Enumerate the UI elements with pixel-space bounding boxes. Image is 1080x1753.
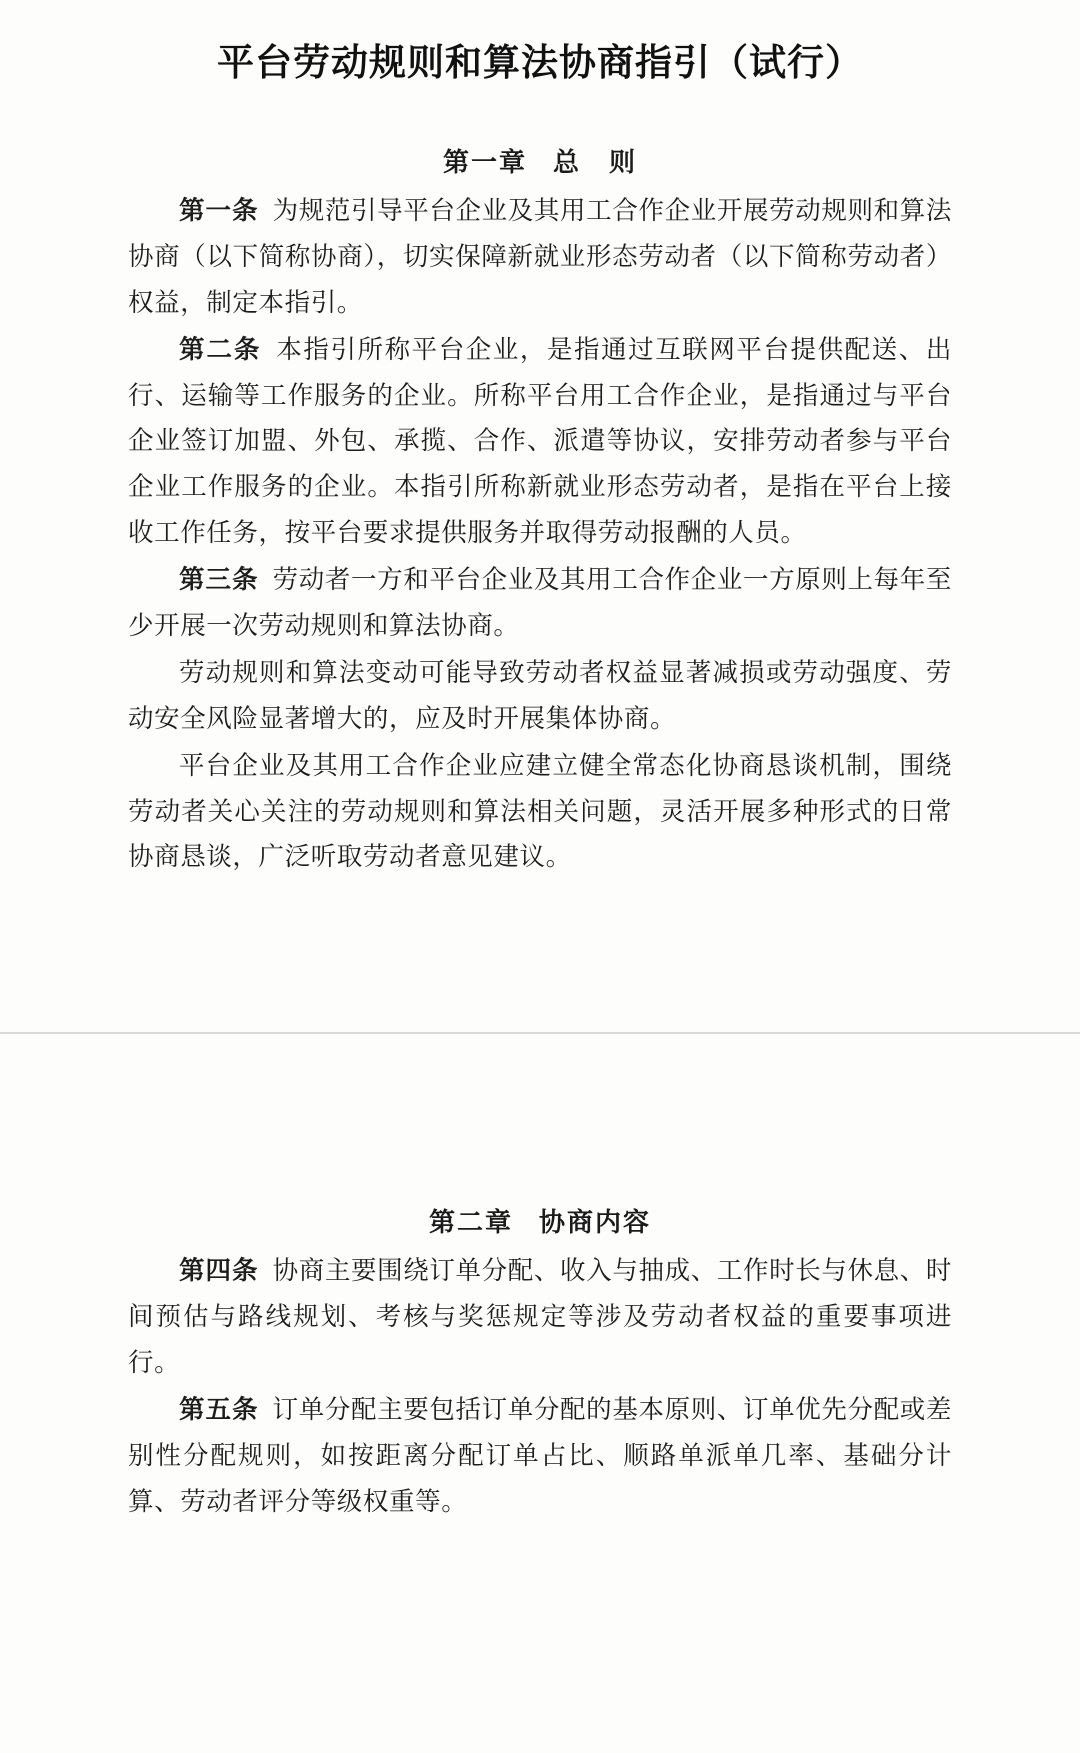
article-label-4: 第四条: [179, 1256, 259, 1287]
chapter-heading-2: [128, 1202, 952, 1239]
article-text-4: 协商主要围绕订单分配、收入与抽成、工作时长与休息、时间预估与路线规划、考核与奖惩规定等涉及劳动者权益的重要事项进行。: [128, 1256, 952, 1379]
article-text-1: 为规范引导平台企业及其用工合作企业开展劳动规则和算法协商（以下简称协商），切实保障新就业形态劳动者（以下简称劳动者）权益，制定本指引。: [128, 196, 952, 318]
article-text-5: 订单分配主要包括订单分配的基本原则、订单优先分配或差别性分配规则，如按距离分配订单占比、顺路单派单几率、基础分计算、劳动者评分等级权重等。: [128, 1395, 952, 1517]
article-label-2: 第二条: [179, 334, 262, 365]
article-label-1: 第一条: [179, 196, 259, 226]
page-title: 平台劳动规则和算法协商指引（试行）: [217, 40, 863, 84]
paragraph-article-3: [128, 558, 952, 650]
page-two-top-margin: [128, 1034, 952, 1146]
article-label-5: 第五条: [179, 1395, 259, 1426]
article-text-3: 劳动者一方和平台企业及其用工合作企业一方原则上每年至少开展一次劳动规则和算法协商。: [128, 565, 952, 642]
chapter-number-2: 第二章: [428, 1208, 513, 1239]
paragraph-article-4: [128, 1249, 952, 1387]
chapter-number-1: 第一章: [442, 148, 527, 178]
paragraph-article-5: [128, 1388, 952, 1526]
paragraph-article-2: [128, 328, 952, 557]
page-one-bottom-space: [128, 882, 952, 1032]
chapter-name-1: 总 则: [553, 148, 638, 178]
article-label-3: 第三条: [179, 565, 259, 596]
page-one-content: [0, 32, 1080, 1032]
chapter-heading-1: [128, 142, 952, 179]
paragraph-article-3-sub-1: 劳动规则和算法变动可能导致劳动者权益显著减损或劳动强度、劳动安全风险显著增大的，应及时开展集体协商。: [128, 657, 952, 734]
paragraph-article-3-sub-2: 平台企业及其用工合作企业应建立健全常态化协商恳谈机制，围绕劳动者关心关注的劳动规则和算法相关问题，灵活开展多种形式的日常协商恳谈，广泛听取劳动者意见建议。: [128, 750, 952, 873]
article-text-2: 本指引所称平台企业，是指通过互联网平台提供配送、出行、运输等工作服务的企业。所称平台用工合作企业，是指通过与平台企业签订加盟、外包、承揽、合作、派遣等协议，安排劳动者参与平台企业工作服务的企业。本指引所称新就业形态劳动者，是指在平台上接收工作任务，按平台要求提供服务并取得劳动报酬的人员。: [128, 334, 952, 549]
chapter-name-2: 协商内容: [539, 1208, 652, 1239]
paragraph-article-1: [128, 189, 952, 327]
page-two-content: [0, 1034, 1080, 1525]
